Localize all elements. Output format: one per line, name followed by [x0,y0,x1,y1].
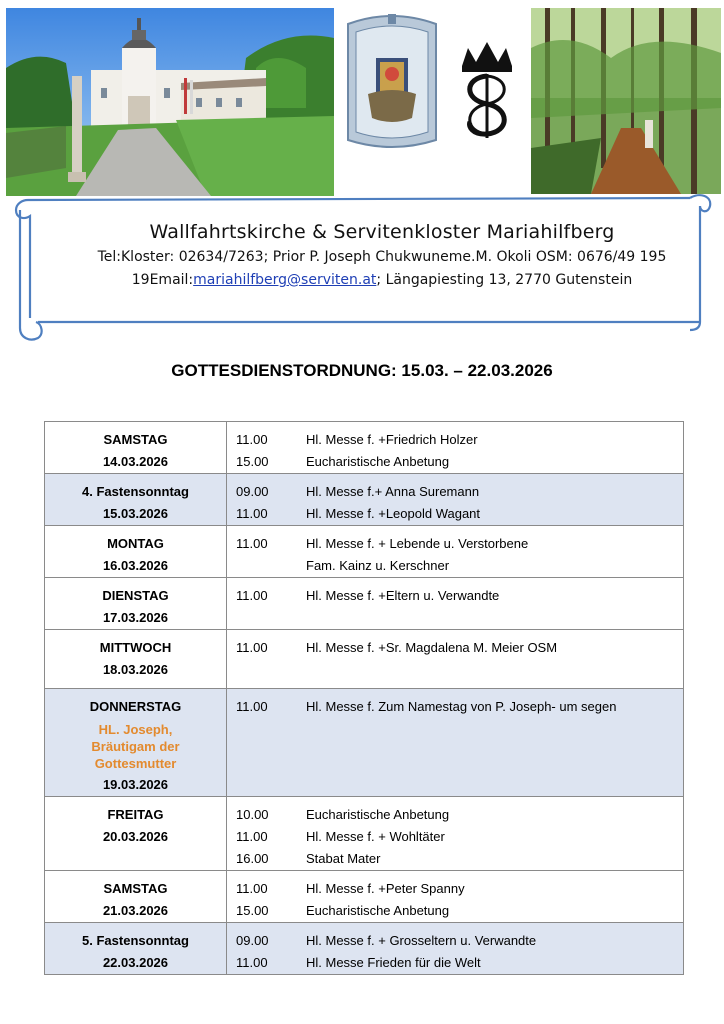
address: ; Längapiesting 13, 2770 Gutenstein [376,272,633,288]
event-line [227,585,683,607]
event-time: 11.00 [236,699,268,714]
event-time: 11.00 [236,536,268,551]
event-line [227,637,683,659]
events-cell [227,797,684,871]
day-cell [45,422,227,474]
schedule-row [45,630,684,689]
events-cell [227,474,684,526]
event-line [227,930,683,952]
event-line [227,878,683,900]
event-description: Hl. Messe f. +Friedrich Holzer [306,432,478,447]
schedule-row [45,422,684,474]
day-name: 4. Fastensonntag [82,484,189,499]
event-description: Eucharistische Anbetung [306,903,450,918]
event-description: Hl. Messe f. +Peter Spanny [306,881,465,896]
event-description: Hl. Messe f.+ Anna Suremann [306,484,480,499]
day-cell [45,578,227,630]
email-prefix: 19Email: [131,272,194,288]
schedule-row [45,578,684,630]
marian-icon-frame [342,14,442,150]
day-date: 22.03.2026 [102,955,169,970]
day-name: 5. Fastensonntag [82,933,189,948]
day-name: MITTWOCH [99,640,172,655]
event-line [227,826,683,848]
event-time: 11.00 [236,955,268,970]
day-cell [45,526,227,578]
event-description: Hl. Messe f. + Grosseltern u. Verwandte [306,933,537,948]
event-time [227,555,302,577]
events-cell [227,630,684,689]
event-time: 11.00 [236,588,268,603]
event-line [227,696,683,718]
event-line [227,848,683,870]
schedule-row [45,689,684,797]
schedule-row [45,923,684,975]
events-cell [227,871,684,923]
day-name: SAMSTAG [103,881,168,896]
event-time: 16.00 [236,851,269,866]
day-date: 20.03.2026 [102,829,169,844]
event-description: Hl. Messe f. +Sr. Magdalena M. Meier OSM [306,640,558,655]
schedule-row [45,474,684,526]
feast-name: HL. Joseph, Bräutigam der Gottesmutter [91,722,180,771]
event-description: Hl. Messe f. +Leopold Wagant [306,506,481,521]
servite-monogram-logo [454,38,520,142]
event-description: Hl. Messe f. +Eltern u. Verwandte [306,588,500,603]
day-name: DIENSTAG [102,588,169,603]
event-description: Eucharistische Anbetung [306,807,450,822]
events-cell [227,526,684,578]
events-cell [227,578,684,630]
day-date: 15.03.2026 [102,506,169,521]
day-name: FREITAG [107,807,164,822]
event-time: 11.00 [236,881,268,896]
day-date: 14.03.2026 [102,454,169,469]
event-time: 09.00 [236,933,269,948]
event-description: Hl. Messe f. Zum Namestag von P. Joseph- um segen [306,699,617,714]
day-cell [45,630,227,689]
event-description: Fam. Kainz u. Kerschner [306,558,450,573]
day-name: SAMSTAG [103,432,168,447]
schedule-heading: GOTTESDIENSTORDNUNG: 15.03. – 22.03.2026 [171,361,553,380]
service-schedule-table [44,421,684,975]
event-line [227,804,683,826]
schedule-row [45,871,684,923]
event-line [227,451,683,473]
day-cell [45,923,227,975]
day-date: 19.03.2026 [102,777,169,792]
day-cell [45,797,227,871]
contact-line: Tel:Kloster: 02634/7263; Prior P. Joseph Chukwuneme.M. Okoli OSM: 0676/49 195 [97,249,667,265]
event-line [227,952,683,974]
event-time: 15.00 [236,903,269,918]
event-time: 09.00 [236,484,269,499]
event-time: 11.00 [236,432,268,447]
event-line [227,481,683,503]
event-time: 11.00 [236,829,268,844]
day-date: 21.03.2026 [102,903,169,918]
day-date: 16.03.2026 [102,558,169,573]
church-photo [6,8,334,196]
day-cell [45,871,227,923]
event-time: 15.00 [236,454,269,469]
event-line [227,503,683,525]
events-cell [227,923,684,975]
events-cell [227,422,684,474]
event-time: 11.00 [236,506,268,521]
day-date: 17.03.2026 [102,610,169,625]
day-date: 18.03.2026 [102,662,169,677]
events-cell [227,689,684,797]
event-line [227,429,683,451]
email-link[interactable]: mariahilfberg@serviten.at [193,272,377,288]
day-cell [45,474,227,526]
event-description: Eucharistische Anbetung [306,454,450,469]
day-name: MONTAG [107,536,164,551]
schedule-row [45,797,684,871]
event-time: 11.00 [236,640,268,655]
day-name: DONNERSTAG [89,699,182,714]
email-address-line [40,272,724,288]
event-line [227,900,683,922]
forest-path-photo [531,8,721,194]
event-description: Hl. Messe f. + Wohltäter [306,829,445,844]
church-title: Wallfahrtskirche & Servitenkloster Mariahilfberg [149,221,615,243]
event-time: 10.00 [236,807,269,822]
schedule-row [45,526,684,578]
event-line [227,555,683,577]
event-line [227,533,683,555]
event-description: Stabat Mater [306,851,381,866]
event-description: Hl. Messe Frieden für die Welt [306,955,481,970]
day-cell [45,689,227,797]
event-description: Hl. Messe f. + Lebende u. Verstorbene [306,536,529,551]
